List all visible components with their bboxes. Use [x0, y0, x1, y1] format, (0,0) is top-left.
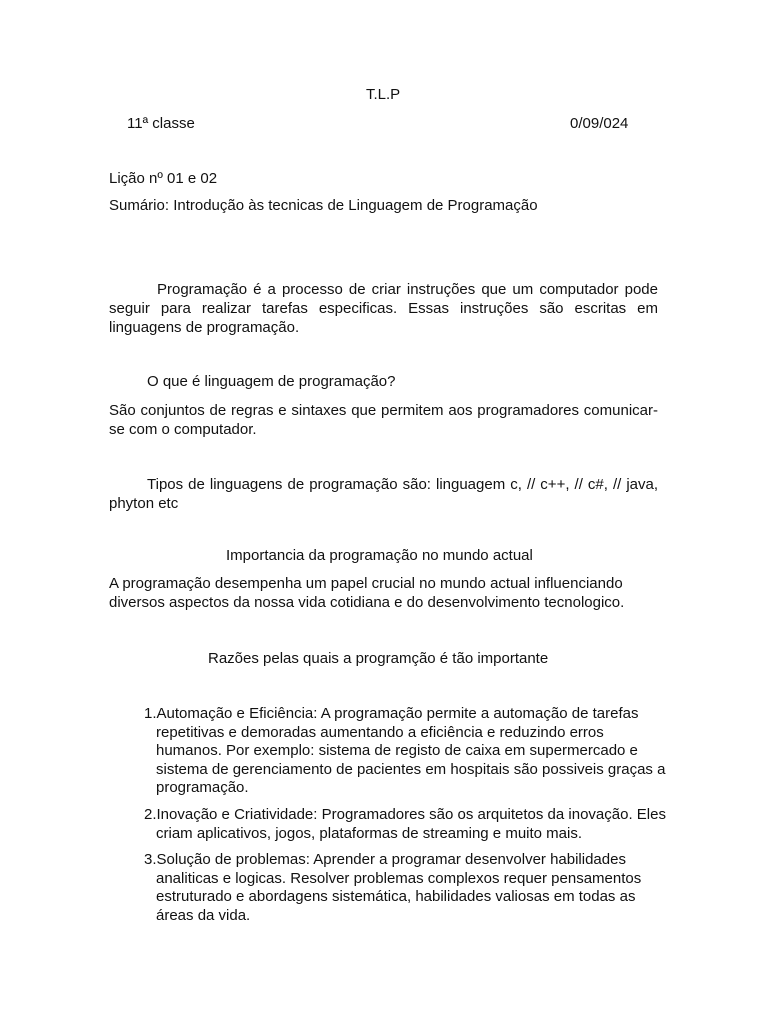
- importance-paragraph: A programação desempenha um papel crucial no mundo actual influenciando diversos aspectos da nossa vida cotidiana e do desenvolvimento tecnologico.: [109, 575, 625, 611]
- list-item-text: 1.Automação e Eficiência: A programação permite a automação de tarefas repetitivas e demoradas aumentando a eficiência e reduzindo erros humanos. Por exemplo: sistema de registo de caixa em supermercado e sistema de gerenciamento de pacientes em hospitais são possiveis graças a programação.: [144, 705, 666, 796]
- grade-label: 11ª classe: [127, 115, 195, 132]
- lesson-summary: Sumário: Introdução às tecnicas de Linguagem de Programação: [109, 197, 538, 214]
- list-item: [132, 705, 672, 798]
- answer-paragraph: São conjuntos de regras e sintaxes que permitem aos programadores comunicar-se com o computador.: [109, 402, 658, 438]
- lesson-number: Lição nº 01 e 02: [109, 170, 218, 187]
- importance-heading: Importancia da programação no mundo actual: [226, 547, 533, 564]
- intro-paragraph: Programação é a processo de criar instruções que um computador pode seguir para realizar tarefas especificas. Essas instruções são escritas em linguagens de programação.: [109, 281, 658, 336]
- list-item: [132, 806, 672, 843]
- reasons-heading: Razões pelas quais a programção é tão importante: [208, 650, 549, 667]
- date-label: 0/09/024: [570, 115, 629, 132]
- list-item-text: 3.Solução de problemas: Aprender a programar desenvolver habilidades analiticas e logicas. Resolver problemas complexos requer pensamentos estruturado e abordagens sistemática, habilidades valiosas em todas as áreas da vida.: [144, 851, 642, 924]
- types-paragraph: Tipos de linguagens de programação são: linguagem c, // c++, // c#, // java, phyton etc: [109, 476, 658, 512]
- question-heading: O que é linguagem de programação?: [147, 373, 396, 390]
- list-item: [132, 851, 672, 925]
- document-title: T.L.P: [366, 86, 401, 103]
- list-item-text: 2.Inovação e Criatividade: Programadores são os arquitetos da inovação. Eles criam aplicativos, jogos, plataformas de streaming e muito mais.: [144, 806, 666, 842]
